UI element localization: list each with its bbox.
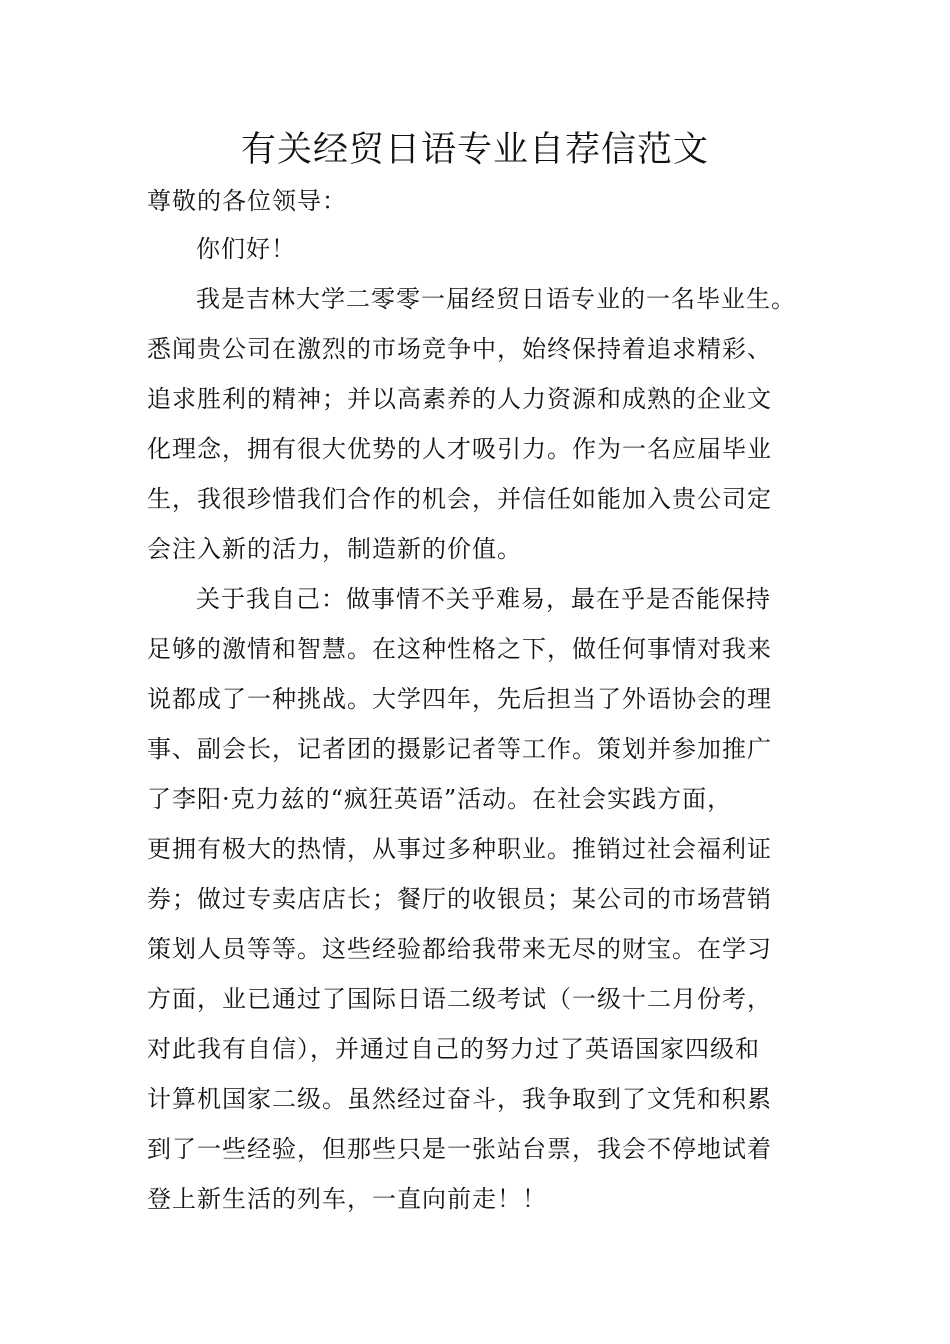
paragraph-2-line-6: 更拥有极大的热情，从事过多种职业。推销过社会福利证 [147, 835, 772, 863]
paragraph-1-line-5: 生，我很珍惜我们合作的机会，并信任如能加入贵公司定 [147, 485, 772, 513]
paragraph-1-line-2: 悉闻贵公司在激烈的市场竞争中，始终保持着追求精彩、 [147, 335, 772, 363]
paragraph-2-line-5: 了李阳·克力兹的“疯狂英语”活动。在社会实践方面， [147, 785, 733, 813]
paragraph-2-line-1: 关于我自己：做事情不关乎难易，最在乎是否能保持 [196, 585, 771, 613]
paragraph-2-line-9: 方面，业已通过了国际日语二级考试（一级十二月份考， [147, 985, 772, 1013]
paragraph-1-line-1: 我是吉林大学二零零一届经贸日语专业的一名毕业生。 [196, 285, 796, 313]
paragraph-2-line-12: 到了一些经验，但那些只是一张站台票，我会不停地试着 [147, 1135, 772, 1163]
paragraph-2-line-4: 事、副会长，记者团的摄影记者等工作。策划并参加推广 [147, 735, 772, 763]
salutation: 尊敬的各位领导： [147, 187, 347, 215]
paragraph-2-line-2: 足够的激情和智慧。在这种性格之下，做任何事情对我来 [147, 635, 772, 663]
greeting: 你们好！ [196, 235, 296, 263]
paragraph-2-line-10: 对此我有自信），并通过自己的努力过了英语国家四级和 [147, 1035, 760, 1063]
paragraph-1-line-3: 追求胜利的精神；并以高素养的人力资源和成熟的企业文 [147, 385, 772, 413]
paragraph-2-line-8: 策划人员等等。这些经验都给我带来无尽的财宝。在学习 [147, 935, 772, 963]
paragraph-1-line-6: 会注入新的活力，制造新的价值。 [147, 535, 522, 563]
paragraph-2-line-11: 计算机国家二级。虽然经过奋斗，我争取到了文凭和积累 [147, 1085, 772, 1113]
paragraph-2-line-13: 登上新生活的列车，一直向前走！！ [147, 1185, 547, 1213]
paragraph-2-line-3: 说都成了一种挑战。大学四年，先后担当了外语协会的理 [147, 685, 772, 713]
paragraph-2-line-7: 券；做过专卖店店长；餐厅的收银员；某公司的市场营销 [147, 885, 772, 913]
document-title: 有关经贸日语专业自荐信范文 [240, 130, 709, 170]
paragraph-1-line-4: 化理念，拥有很大优势的人才吸引力。作为一名应届毕业 [147, 435, 772, 463]
